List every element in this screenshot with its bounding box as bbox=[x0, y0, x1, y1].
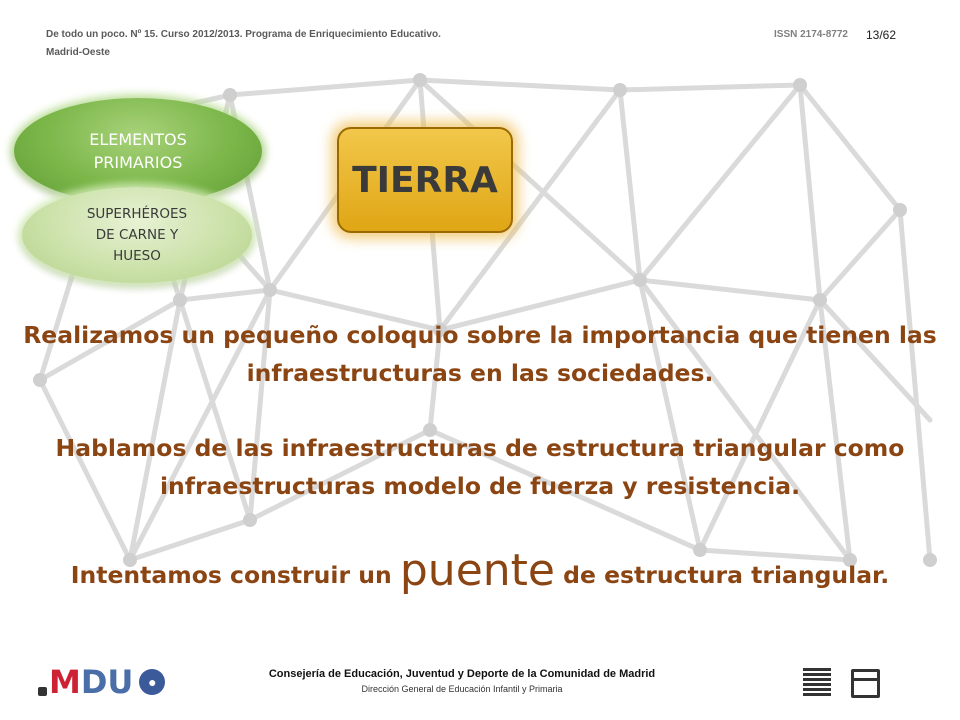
paragraph-estructura-line2: infraestructuras modelo de fuerza y resistencia. bbox=[159, 472, 801, 500]
header-line2: Madrid-Oeste bbox=[46, 47, 110, 58]
window-icon[interactable] bbox=[851, 669, 880, 698]
paragraph-estructura-line1: Hablamos de las infraestructuras de estructura triangular como bbox=[55, 434, 905, 462]
paragraph-estructura bbox=[0, 429, 960, 505]
superheroes-line2: DE CARNE Y bbox=[95, 226, 179, 243]
puente-word: puente bbox=[399, 545, 555, 596]
paragraph-puente bbox=[0, 545, 960, 596]
logo-m: M bbox=[49, 663, 81, 701]
primary-bubble-line2: PRIMARIOS bbox=[93, 153, 183, 172]
footer-consejeria: Consejería de Educación, Juventud y Deporte de la Comunidad de Madrid bbox=[268, 668, 656, 680]
superheroes-line1: SUPERHÉROES bbox=[86, 205, 188, 222]
list-icon[interactable] bbox=[803, 668, 831, 700]
header-publication bbox=[46, 29, 441, 58]
page-number: 13/62 bbox=[866, 28, 897, 42]
issn-label: ISSN 2174-8772 bbox=[774, 29, 848, 40]
logo-dot bbox=[38, 687, 47, 696]
paragraph-coloquio bbox=[0, 316, 960, 392]
primary-bubble-line1: ELEMENTOS bbox=[89, 130, 187, 149]
superheroes-bubble[interactable] bbox=[22, 187, 252, 283]
puente-before: Intentamos construir un bbox=[70, 561, 392, 589]
people-icon: ● bbox=[139, 669, 165, 695]
tierra-element-box[interactable]: TIERRA bbox=[337, 127, 513, 233]
puente-after: de estructura triangular. bbox=[563, 561, 890, 589]
header-line1: De todo un poco. Nº 15. Curso 2012/2013. Programa de Enriquecimiento Educativo. bbox=[46, 29, 441, 40]
superheroes-line3: HUESO bbox=[113, 247, 161, 264]
paragraph-coloquio-line1: Realizamos un pequeño coloquio sobre la importancia que tienen las bbox=[23, 321, 937, 349]
footer-direccion: Dirección General de Educación Infantil y Primaria bbox=[361, 684, 563, 694]
edu-logo[interactable] bbox=[38, 663, 165, 701]
logo-du: DU bbox=[80, 663, 134, 701]
paragraph-coloquio-line2: infraestructuras en las sociedades. bbox=[246, 359, 714, 387]
